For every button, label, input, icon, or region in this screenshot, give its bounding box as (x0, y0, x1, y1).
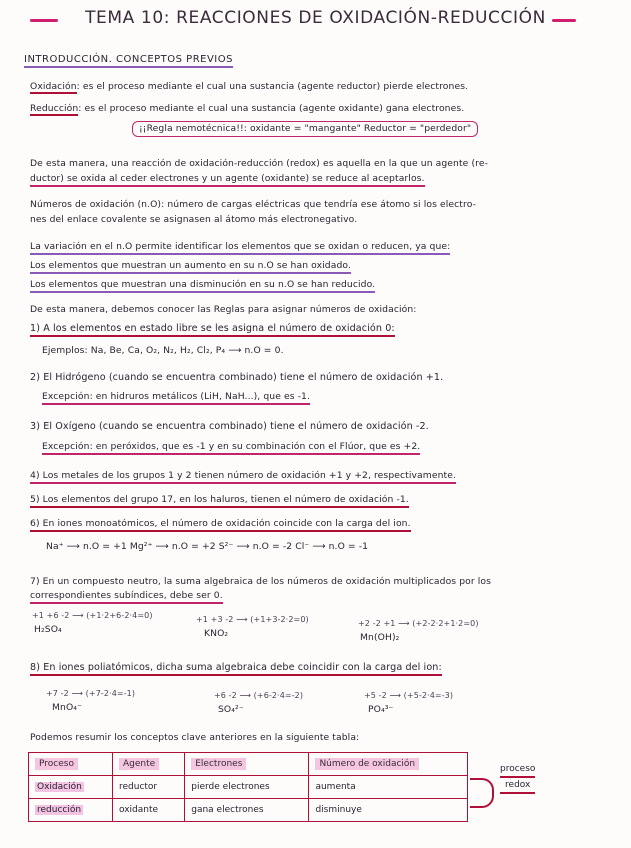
table-cell: disminuye (309, 799, 468, 822)
table-cell: oxidante (112, 799, 184, 822)
rule-8-ex1-numbers: +7 -2 ⟶ (+7-2·4=-1) (46, 689, 136, 698)
rule-2: 2) El Hidrógeno (cuando se encuentra combinado) tiene el número de oxidación +1. (30, 372, 444, 383)
para3-line2: Los elementos que muestran un aumento en su n.O se han oxidado. (30, 260, 351, 274)
rule-8: 8) En iones poliatómicos, dicha suma algebraica debe coincidir con la carga del ion: (30, 662, 442, 676)
table-header-cell: Proceso (29, 753, 113, 776)
def-reduction: Reducción: es el proceso mediante el cual una sustancia (agente oxidante) gana electrones. (30, 103, 465, 114)
rule-6-example: Na⁺ ⟶ n.O = +1 Mg²⁺ ⟶ n.O = +2 S²⁻ ⟶ n.O = -2 Cl⁻ ⟶ n.O = -1 (46, 541, 369, 552)
para2-line2: nes del enlace covalente se asignasen al átomo más electronegativo. (30, 214, 358, 225)
redox-side-label: proceso redox (500, 762, 535, 794)
table-header-cell: Número de oxidación (309, 753, 468, 776)
rule-1: 1) A los elementos en estado libre se les asigna el número de oxidación 0: (30, 323, 395, 337)
table-header-cell: Electrones (185, 753, 309, 776)
rule-6: 6) En iones monoatómicos, el número de oxidación coincide con la carga del ion. (30, 518, 411, 532)
table-cell: pierde electrones (185, 776, 309, 799)
para1-line1: De esta manera, una reacción de oxidación-reducción (redox) es aquella en la que un agente (re- (30, 158, 488, 169)
rule-7-line2: correspondientes subíndices, debe ser 0. (30, 590, 223, 604)
rule-5: 5) Los elementos del grupo 17, en los haluros, tienen el número de oxidación -1. (30, 494, 409, 508)
table-header-row (29, 753, 468, 776)
section-heading: INTRODUCCIÓN. CONCEPTOS PREVIOS (24, 54, 233, 68)
rule-1-example: Ejemplos: Na, Be, Ca, O₂, N₂, H₂, Cl₂, P₄ ⟶ n.O = 0. (42, 345, 284, 356)
table-row (29, 799, 468, 822)
table-cell: Oxidación (29, 776, 113, 799)
term-oxidation: Oxidación (30, 81, 77, 92)
table-header-cell: Agente (112, 753, 184, 776)
rule-7-ex2-numbers: +1 +3 -2 ⟶ (+1+3-2·2=0) (196, 615, 309, 624)
table-cell: reductor (112, 776, 184, 799)
rule-7-ex1-formula: H₂SO₄ (34, 624, 62, 635)
summary-table (28, 752, 468, 822)
rule-2-exception: Excepción: en hidruros metálicos (LiH, NaH...), que es -1. (42, 391, 310, 405)
rule-8-ex1-formula: MnO₄⁻ (52, 702, 83, 713)
table-cell: gana electrones (185, 799, 309, 822)
def-oxidation: Oxidación: es el proceso mediante el cual una sustancia (agente reductor) pierde electrones. (30, 81, 469, 92)
para1-line2: ductor) se oxida al ceder electrones y un agente (oxidante) se reduce al aceptarlos. (30, 173, 425, 187)
rule-7-ex3-formula: Mn(OH)₂ (360, 632, 400, 643)
term-reduction: Reducción (30, 103, 79, 114)
rule-8-ex3-formula: PO₄³⁻ (368, 704, 394, 715)
page-title: TEMA 10: REACCIONES DE OXIDACIÓN-REDUCCIÓN (85, 8, 546, 28)
rule-8-ex2-numbers: +6 -2 ⟶ (+6-2·4=-2) (214, 691, 304, 700)
rule-7-ex2-formula: KNO₂ (204, 628, 229, 639)
rules-intro: De esta manera, debemos conocer las Reglas para asignar números de oxidación: (30, 304, 417, 315)
rule-7-line1: 7) En un compuesto neutro, la suma algebraica de los números de oxidación multiplicados por los (30, 576, 492, 587)
table-cell: aumenta (309, 776, 468, 799)
para3-line1: La variación en el n.O permite identificar los elementos que se oxidan o reducen, ya que: (30, 241, 450, 255)
rule-3: 3) El Oxígeno (cuando se encuentra combinado) tiene el número de oxidación -2. (30, 421, 429, 432)
para2-line1: Números de oxidación (n.O): número de cargas eléctricas que tendría ese átomo si los electro- (30, 199, 476, 210)
para3-line3: Los elementos que muestran una disminución en su n.O se han reducido. (30, 279, 375, 293)
rule-4: 4) Los metales de los grupos 1 y 2 tienen número de oxidación +1 y +2, respectivamente. (30, 470, 456, 484)
rule-7-ex3-numbers: +2 -2 +1 ⟶ (+2-2·2+1·2=0) (358, 619, 479, 628)
mnemonic-box: ¡¡Regla nemotécnica!!: oxidante = "mangante" Reductor = "perdedor" (132, 121, 478, 137)
table-row (29, 776, 468, 799)
bracket-arrow-icon (470, 778, 494, 808)
table-cell: reducción (29, 799, 113, 822)
rule-8-ex2-formula: SO₄²⁻ (218, 704, 244, 715)
rule-7-ex1-numbers: +1 +6 -2 ⟶ (+1·2+6-2·4=0) (32, 611, 153, 620)
rule-8-ex3-numbers: +5 -2 ⟶ (+5-2·4=-3) (364, 691, 454, 700)
table-intro: Podemos resumir los conceptos clave anteriores en la siguiente tabla: (30, 732, 360, 743)
rule-3-exception: Excepción: en peróxidos, que es -1 y en su combinación con el Flúor, que es +2. (42, 441, 420, 455)
